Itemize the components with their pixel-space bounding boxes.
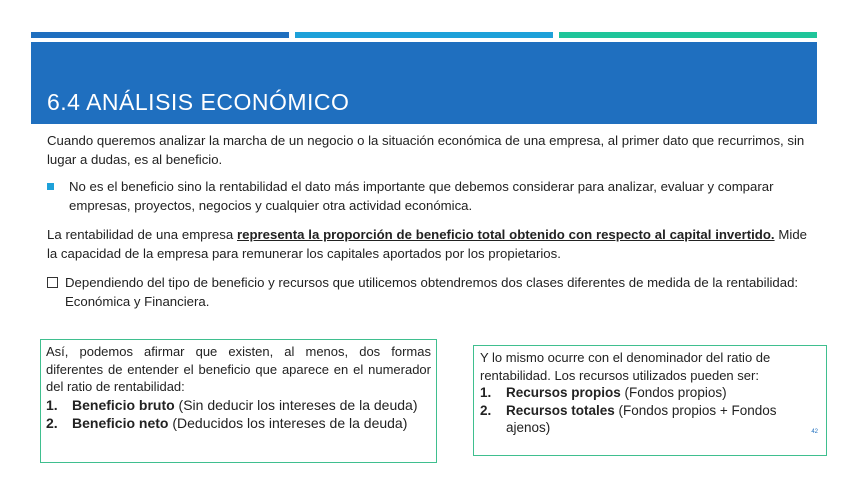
list-item (46, 396, 431, 414)
top-stripe-green (559, 32, 817, 38)
beneficio-box-intro: Así, podemos afirmar que existen, al menos, dos formas diferentes de entender el beneficio que aparece en el numerador del ratio de rentabilidad: (46, 344, 431, 394)
top-stripe-light-blue (295, 32, 553, 38)
page-number: 42 (811, 429, 818, 435)
bullet-item (47, 177, 807, 215)
list-number: 2. (480, 402, 492, 418)
list-item (480, 384, 820, 402)
checkbox-item-text: Dependiendo del tipo de beneficio y recursos que utilicemos obtendremos dos clases diferentes de medida de la rentabilidad: Económica y Financiera. (65, 275, 799, 309)
slide-body (47, 131, 807, 311)
list-number: 2. (46, 414, 58, 431)
bullet-text: No es el beneficio sino la rentabilidad el dato más importante que debemos considerar para analizar, evaluar y comparar empresas, proyectos, negocios y cualquier otra actividad económica. (69, 179, 774, 213)
recursos-box-intro: Y lo mismo ocurre con el denominador del ratio de rentabilidad. Los recursos utilizados pueden ser: (480, 350, 771, 383)
rentabilidad-highlight: representa la proporción de beneficio total obtenido con respecto al capital invertido. (237, 227, 775, 242)
list-item (46, 414, 431, 432)
list-item (480, 402, 820, 437)
list-item-title: Beneficio bruto (72, 396, 175, 413)
rentabilidad-paragraph (47, 225, 807, 263)
beneficio-list (46, 396, 431, 432)
top-stripe-dark-blue (31, 32, 289, 38)
list-item-title: Recursos propios (506, 385, 621, 400)
recursos-list (480, 384, 820, 437)
list-number: 1. (480, 385, 492, 400)
list-item-title: Recursos totales (506, 402, 615, 418)
slide-title: 6.4 ANÁLISIS ECONÓMICO (47, 89, 350, 115)
title-banner (31, 42, 817, 124)
list-number: 1. (46, 396, 58, 413)
list-item-desc: (Fondos propios) (620, 385, 727, 400)
list-item-desc: (Fondos propios + Fondos ajenos) (506, 402, 777, 435)
checkbox-bullet-icon (47, 277, 58, 288)
square-bullet-icon (47, 183, 54, 190)
list-item-title: Beneficio neto (72, 414, 169, 431)
rentabilidad-lead: La rentabilidad de una empresa (47, 227, 238, 242)
recursos-box (473, 345, 827, 456)
beneficio-box (40, 339, 437, 463)
checkbox-item (47, 273, 807, 311)
intro-paragraph: Cuando queremos analizar la marcha de un negocio o la situación económica de una empresa, al primer dato que recurrimos, sin lugar a dudas, es al beneficio. (47, 133, 805, 167)
rentabilidad-tail: Mide la capacidad de la empresa para remunerar los capitales aportados por los propietarios. (47, 227, 807, 261)
list-item-desc: (Deducidos los intereses de la deuda) (168, 414, 408, 431)
list-item-desc: (Sin deducir los intereses de la deuda) (174, 396, 418, 413)
